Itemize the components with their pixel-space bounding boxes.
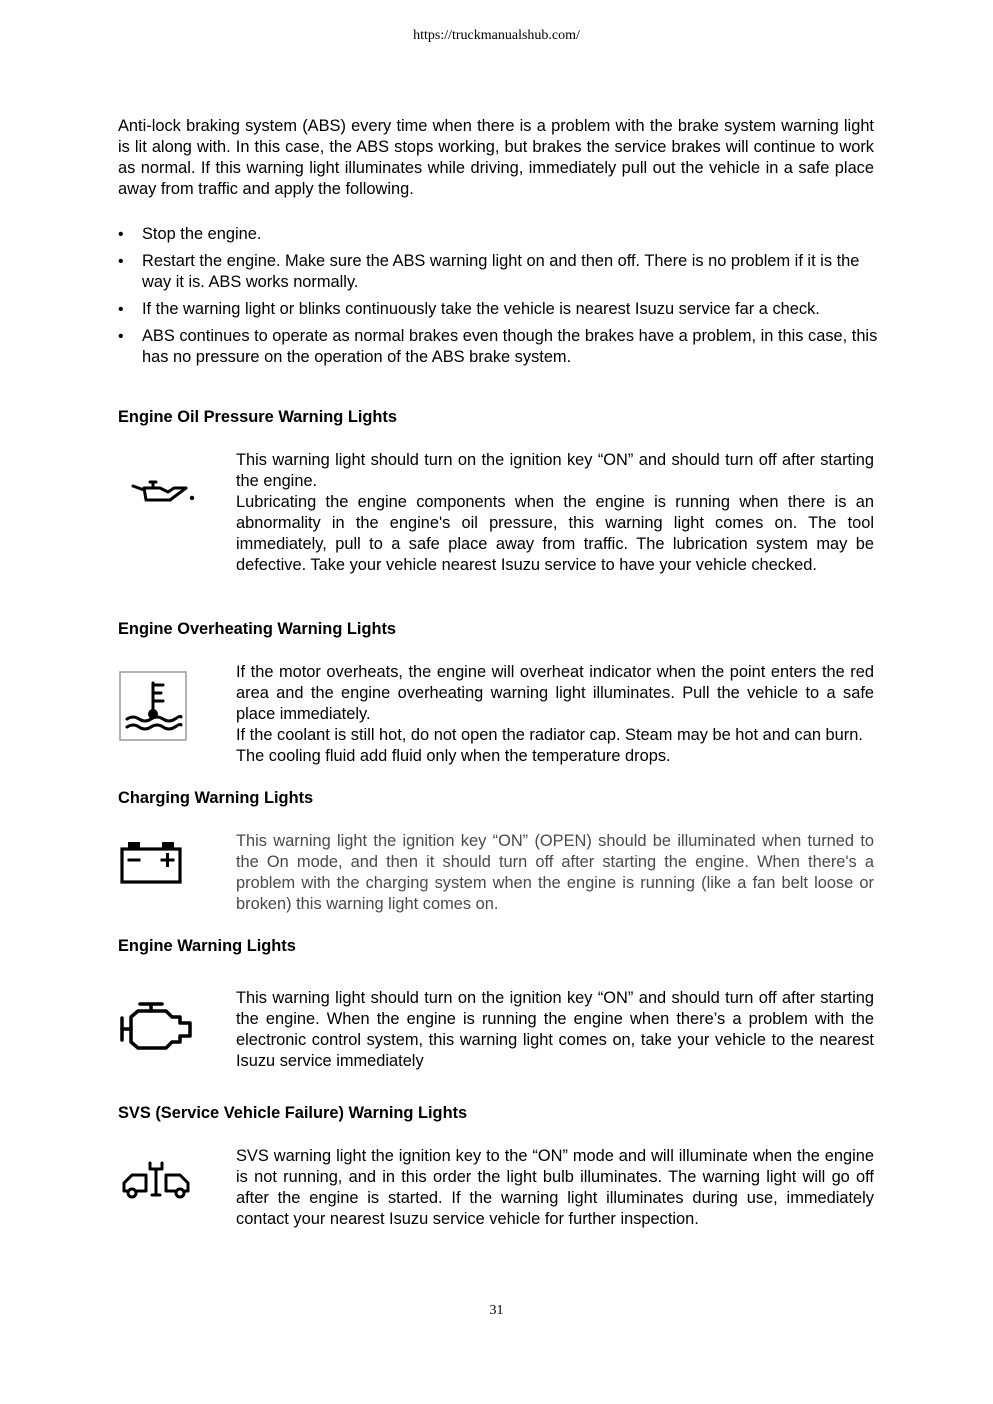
section-paragraph: SVS warning light the ignition key to the “ON” mode and will illuminate when the engine is not running, and in this order the light bulb illuminates. The warning light will go off after the engine is started. If the warning light illuminates during use, immediately contact your nearest Isuzu service vehicle for further inspection.: [236, 1147, 874, 1228]
section-text-svs: [236, 1146, 874, 1230]
page-number: 31: [489, 1303, 504, 1318]
service-vehicle-icon: [120, 1155, 192, 1201]
list-item: • ABS continues to operate as normal brakes even though the brakes have a problem, in this case, this has no pressure on the operation of the ABS brake system.: [118, 326, 878, 368]
section-text-engine: [236, 988, 874, 1072]
section-heading-svs: SVS (Service Vehicle Failure) Warning Lights: [118, 1104, 468, 1122]
section-paragraph: This warning light should turn on the ignition key “ON” and should turn off after starting the engine.: [236, 451, 874, 490]
intro-paragraph: Anti-lock braking system (ABS) every time when there is a problem with the brake system warning light is lit along with. In this case, the ABS stops working, but brakes the service brakes will continue to work as normal. If this warning light illuminates while driving, immediately pull out the vehicle in a safe place away from traffic and apply the following.: [118, 117, 874, 198]
engine-icon: [118, 1000, 194, 1054]
section-heading-charging: Charging Warning Lights: [118, 789, 314, 807]
list-item: • Restart the engine. Make sure the ABS warning light on and then off. There is no problem if it is the way it is. ABS works normally.: [118, 251, 878, 293]
oil-can-icon: [128, 476, 198, 508]
section-paragraph: This warning light the ignition key “ON” (OPEN) should be illuminated when turned to the On mode, and then it should turn off after starting the engine. When there's a problem with the charging system when the engine is running (like a fan belt loose or broken) this warning light comes on.: [236, 832, 874, 913]
section-heading-engine: Engine Warning Lights: [118, 937, 296, 955]
section-paragraph: If the motor overheats, the engine will overheat indicator when the point enters the red area and the engine overheating warning light illuminates. Pull the vehicle to a safe place immediately.: [236, 663, 874, 723]
section-text-oil-pressure: [236, 450, 874, 576]
section-paragraph: Lubricating the engine components when the engine is running when there is an abnormality in the engine's oil pressure, this warning light comes on. The tool immediately, pull to a safe place away from traffic. The lubrication system may be defective. Take your vehicle nearest Isuzu service to have your vehicle checked.: [236, 493, 874, 574]
list-item: • If the warning light or blinks continuously take the vehicle is nearest Isuzu service far a check.: [118, 299, 878, 320]
coolant-temperature-icon: [119, 671, 187, 741]
bullet-list: [118, 224, 878, 374]
section-paragraph: This warning light should turn on the ignition key “ON” and should turn off after starting the engine. When the engine is running the engine when there’s a problem with the electronic control system, this warning light comes on, take your vehicle to the nearest Isuzu service immediately: [236, 989, 874, 1070]
section-text-overheating: [236, 662, 892, 767]
battery-icon: [119, 840, 183, 886]
section-text-charging: [236, 831, 874, 915]
section-paragraph: If the coolant is still hot, do not open the radiator cap. Steam may be hot and can burn. The cooling fluid add fluid only when the temperature drops.: [236, 726, 863, 765]
section-heading-oil-pressure: Engine Oil Pressure Warning Lights: [118, 408, 397, 426]
list-item: • Stop the engine.: [118, 224, 878, 245]
header-url: https://truckmanualshub.com/: [413, 28, 580, 43]
section-heading-overheating: Engine Overheating Warning Lights: [118, 620, 397, 638]
